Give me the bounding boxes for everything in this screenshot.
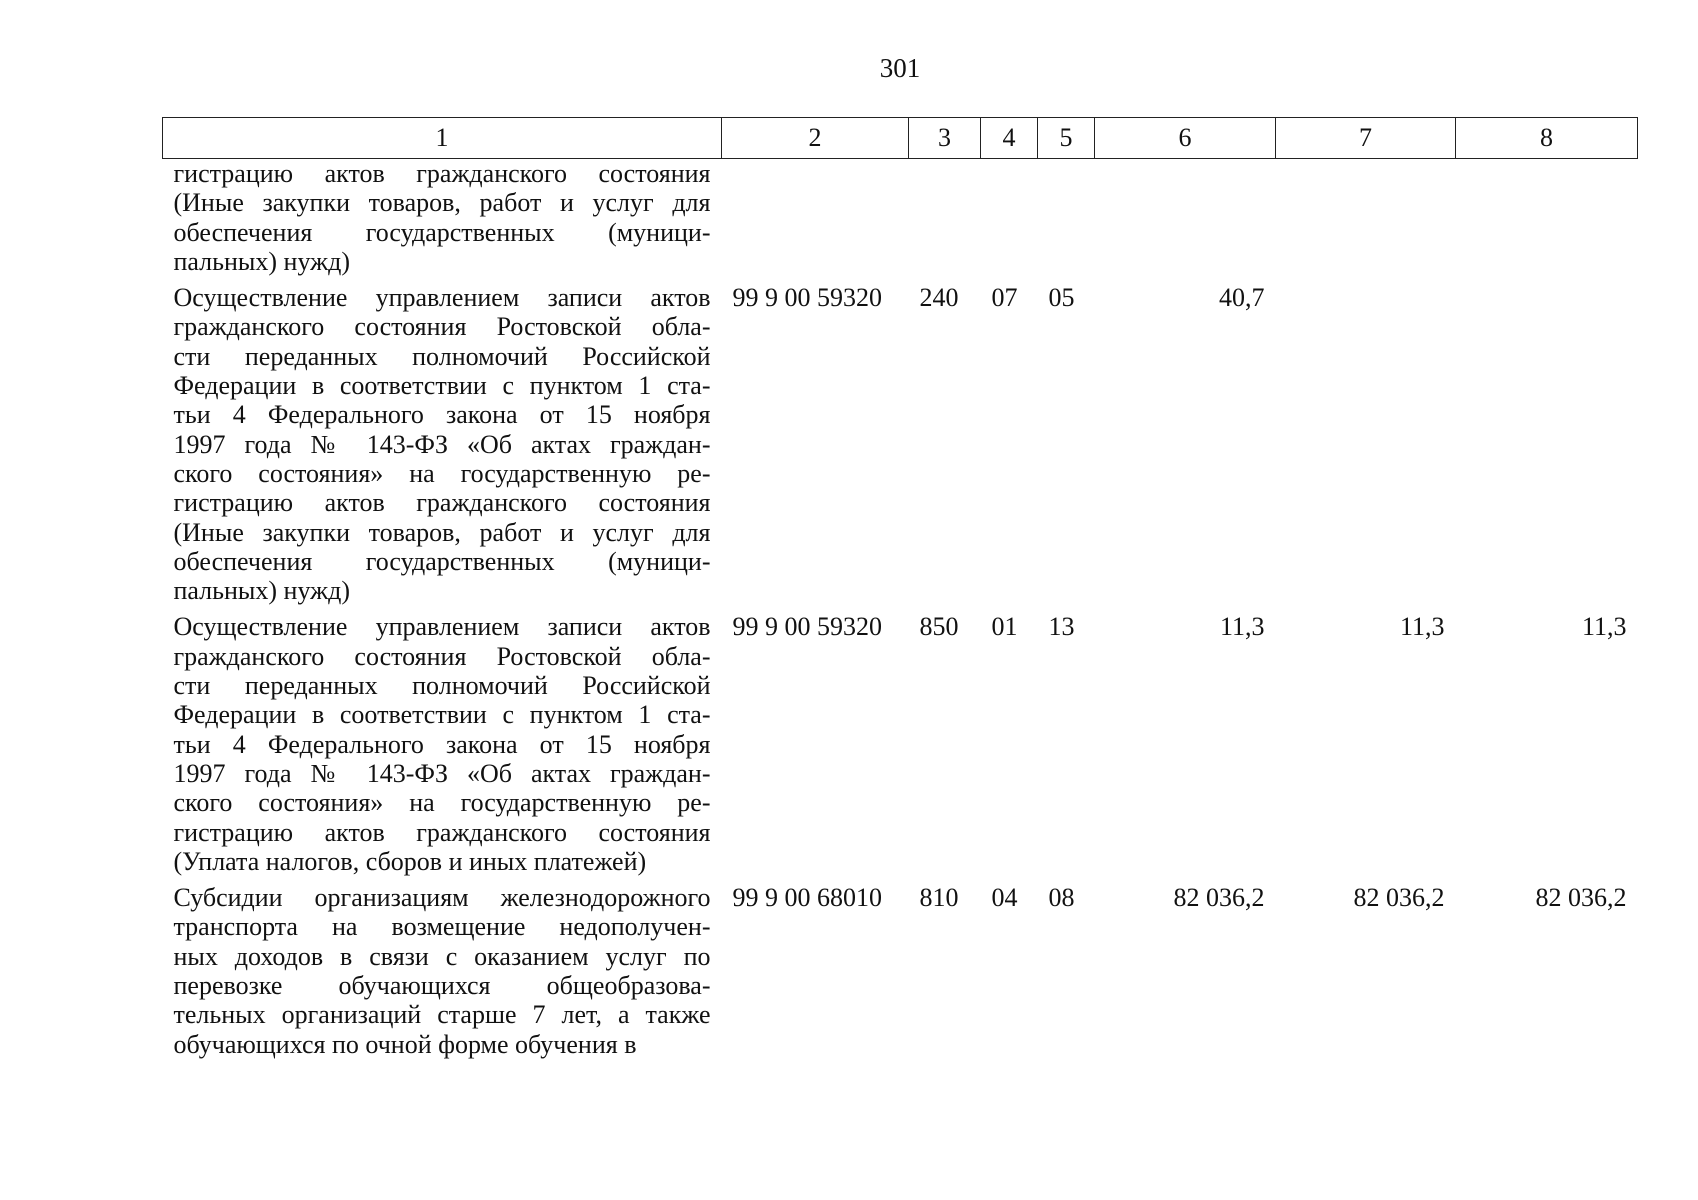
column-header-1: 1 [163,118,722,159]
table-row [163,612,1638,883]
description-line: ского состояния» на государственную ре- [173,458,711,488]
description-line: транспорта на возмещение недополучен- [173,912,711,942]
description-line: Федерации в соответствии с пунктом 1 ста- [173,371,711,401]
description-line: Осуществление управлением записи актов [173,612,711,642]
expense-type-cell: 850 [919,612,959,642]
description-line: сти переданных полномочий Российской [173,671,711,701]
subsection-cell: 05 [1048,283,1075,313]
amount-col8-cell [1456,283,1638,612]
amount-col6-cell: 82 036,2 [1173,883,1265,913]
description-line: обеспечения государственных (муници- [173,217,711,247]
description-line: тьи 4 Федерального закона от 15 ноября [173,729,711,759]
description-line: ных доходов в связи с оказанием услуг по [173,941,711,971]
page-number: 301 [879,53,921,83]
subsection-cell: 08 [1048,883,1075,913]
row-description [163,612,722,883]
description-line: тьи 4 Федерального закона от 15 ноября [173,400,711,430]
description-line: тельных организаций старше 7 лет, а также [173,1000,711,1030]
section-cell [981,159,1038,284]
description-line: ского состояния» на государственную ре- [173,788,711,818]
description-line: гистрацию актов гражданского состояния [173,159,711,188]
description-line: Субсидии организациям железнодорожного [173,883,711,913]
amount-col7-cell: 11,3 [1399,612,1445,642]
table-header [163,118,1638,159]
column-header-3: 3 [909,118,981,159]
table-row [163,159,1638,284]
description-line: гражданского состояния Ростовской обла- [173,641,711,671]
budget-code-cell: 99 9 00 59320 [732,283,882,313]
header-row [163,118,1638,159]
budget-code-cell: 99 9 00 59320 [732,612,882,642]
description-line: гражданского состояния Ростовской обла- [173,312,711,342]
column-header-5: 5 [1038,118,1095,159]
table-row [163,283,1638,612]
amount-col6-cell: 11,3 [1219,612,1265,642]
column-header-7: 7 [1276,118,1456,159]
section-cell: 07 [991,283,1018,313]
column-header-6: 6 [1095,118,1276,159]
amount-col6-cell: 40,7 [1219,283,1265,313]
description-line: Осуществление управлением записи актов [173,283,711,313]
description-line: сти переданных полномочий Российской [173,341,711,371]
table-body [163,159,1638,1066]
subsection-cell: 13 [1048,612,1075,642]
description-line: 1997 года № 143-ФЗ «Об актах граждан- [173,758,711,788]
column-header-2: 2 [722,118,909,159]
budget-code-cell [722,159,909,284]
amount-col8-cell [1456,159,1638,284]
expense-type-cell [909,159,981,284]
description-line: обеспечения государственных (муници- [173,546,711,576]
description-line: гистрацию актов гражданского состояния [173,817,711,847]
description-line: пальных) нужд) [173,576,350,606]
amount-col8-cell: 82 036,2 [1535,883,1627,913]
subsection-cell [1038,159,1095,284]
amount-col7-cell: 82 036,2 [1353,883,1445,913]
table-row [163,883,1638,1066]
budget-code-cell: 99 9 00 68010 [732,883,882,913]
description-line: Федерации в соответствии с пунктом 1 ста- [173,700,711,730]
description-line: (Уплата налогов, сборов и иных платежей) [173,846,647,876]
expense-type-cell: 810 [919,883,959,913]
description-line: (Иные закупки товаров, работ и услуг для [173,517,711,547]
budget-table [162,117,1638,1066]
section-cell: 04 [991,883,1018,913]
description-line: перевозке обучающихся общеобразова- [173,971,711,1001]
amount-col7-cell [1276,283,1456,612]
row-description [163,883,722,1066]
amount-col6-cell [1095,159,1276,284]
description-line: гистрацию актов гражданского состояния [173,488,711,518]
description-line: (Иные закупки товаров, работ и услуг для [173,188,711,218]
column-header-8: 8 [1456,118,1638,159]
section-cell: 01 [991,612,1018,642]
expense-type-cell: 240 [919,283,959,313]
description-line: 1997 года № 143-ФЗ «Об актах граждан- [173,429,711,459]
description-line: обучающихся по очной форме обучения в [173,1029,637,1059]
column-header-4: 4 [981,118,1038,159]
amount-col8-cell: 11,3 [1581,612,1627,642]
row-description [163,283,722,612]
description-line: пальных) нужд) [173,246,350,276]
row-description [163,159,722,284]
amount-col7-cell [1276,159,1456,284]
